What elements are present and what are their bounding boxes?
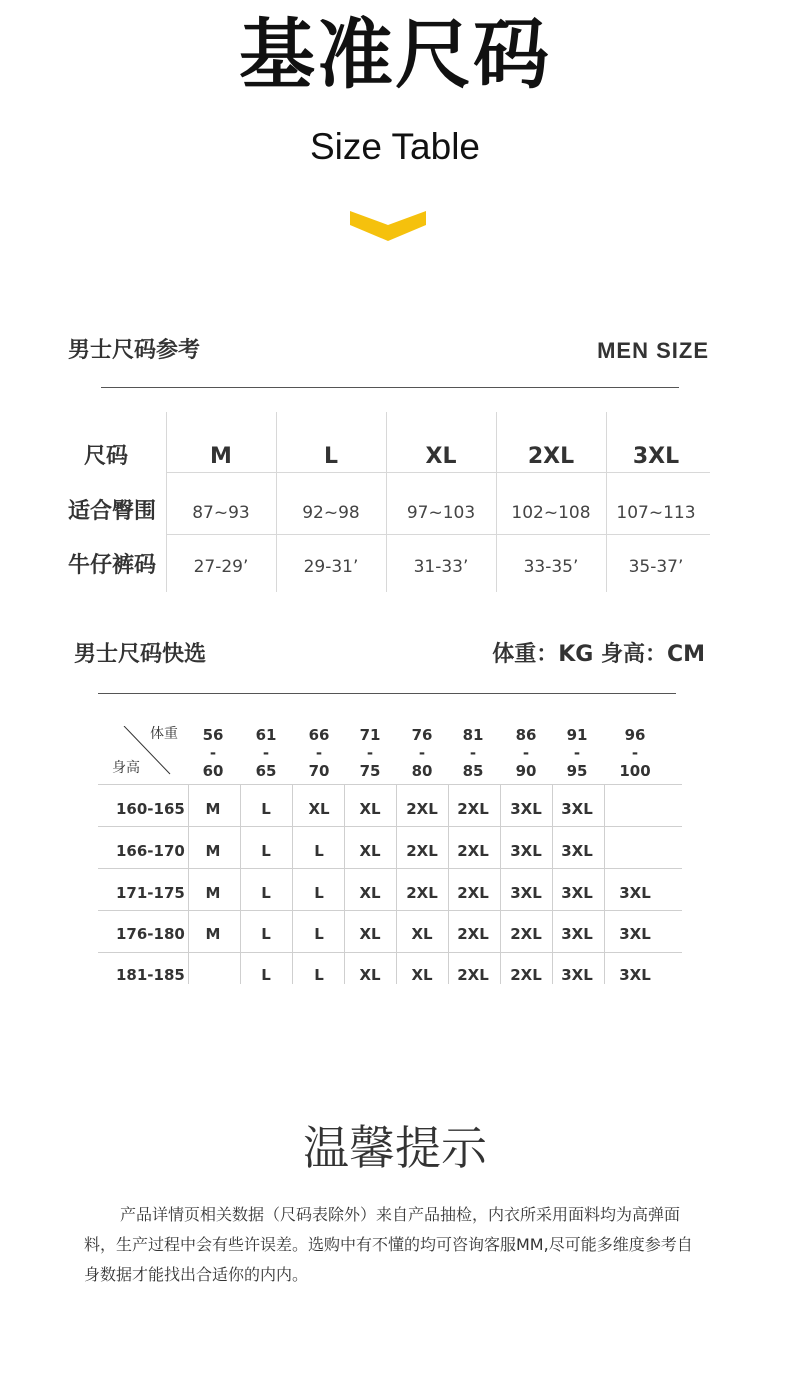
size-cell: 2XL (457, 966, 489, 984)
table-divider (604, 784, 605, 984)
weight-range-top: 61 (255, 726, 277, 744)
table-divider (98, 868, 682, 869)
row-label-hip: 适合臀围 (67, 499, 156, 524)
weight-range-top: 66 (308, 726, 330, 744)
men-size-heading-en: MEN SIZE (597, 338, 709, 363)
weight-range-dash: - (262, 744, 270, 762)
jeans-value: 35-37’ (628, 557, 684, 577)
hip-value: 107~113 (616, 503, 696, 523)
weight-range-bottom: 80 (411, 762, 433, 780)
table-divider (166, 534, 710, 535)
size-cell: 3XL (619, 966, 651, 984)
weight-range-dash: - (315, 744, 323, 762)
size-cell: XL (359, 884, 381, 902)
size-cell: 2XL (406, 884, 438, 902)
weight-range-dash: - (209, 744, 217, 762)
hip-value: 102~108 (511, 503, 591, 523)
size-cell: 3XL (561, 966, 593, 984)
table-divider (98, 784, 682, 785)
weight-range-bottom: 95 (566, 762, 588, 780)
jeans-value: 33-35’ (523, 557, 579, 577)
size-cell: XL (359, 966, 381, 984)
size-cell: L (261, 800, 271, 818)
size-cell: M (205, 800, 221, 818)
table-divider (98, 952, 682, 953)
size-cell: XL (308, 800, 330, 818)
weight-range-bottom: 75 (359, 762, 381, 780)
size-m: M (210, 444, 232, 469)
size-cell: XL (359, 842, 381, 860)
hip-value: 87~93 (192, 503, 250, 523)
table-divider (98, 910, 682, 911)
page-title: 基准尺码 (239, 10, 551, 99)
size-cell: 3XL (561, 925, 593, 943)
quick-select-table (0, 720, 790, 990)
weight-range-dash: - (469, 744, 477, 762)
table-divider (98, 826, 682, 827)
size-cell: XL (411, 966, 433, 984)
height-range-label: 176-180 (116, 925, 185, 943)
hip-value: 97~103 (406, 503, 476, 523)
table-divider (166, 472, 710, 473)
weight-range-top: 71 (359, 726, 381, 744)
corner-height-label: 身高 (112, 760, 140, 776)
size-cell: 3XL (510, 800, 542, 818)
weight-range-top: 56 (202, 726, 224, 744)
height-range-label: 160-165 (116, 800, 185, 818)
size-cell: L (261, 925, 271, 943)
weight-range-dash: - (418, 744, 426, 762)
size-cell: L (314, 925, 324, 943)
size-cell: XL (359, 925, 381, 943)
jeans-value: 31-33’ (413, 557, 469, 577)
weight-range-top: 91 (566, 726, 588, 744)
weight-range-top: 86 (515, 726, 537, 744)
weight-range-top: 96 (624, 726, 646, 744)
units-label: 体重：KG 身高：CM (492, 642, 705, 667)
size-cell: XL (411, 925, 433, 943)
size-cell: L (261, 966, 271, 984)
row-label-size: 尺码 (83, 444, 128, 469)
size-cell: 3XL (619, 925, 651, 943)
chevron-down-icon (350, 211, 426, 241)
jeans-value: 29-31’ (303, 557, 359, 577)
size-cell: L (261, 842, 271, 860)
weight-range-bottom: 65 (255, 762, 277, 780)
size-cell: 2XL (457, 884, 489, 902)
section2-divider (98, 693, 676, 694)
size-cell: XL (359, 800, 381, 818)
section1-divider (101, 387, 679, 388)
height-range-label: 166-170 (116, 842, 185, 860)
page-subtitle: Size Table (309, 126, 481, 167)
size-3xl: 3XL (632, 444, 680, 469)
men-size-heading: 男士尺码参考 (68, 338, 201, 363)
size-cell: 3XL (510, 842, 542, 860)
weight-range-bottom: 60 (202, 762, 224, 780)
jeans-value: 27-29’ (193, 557, 249, 577)
size-cell: 3XL (561, 842, 593, 860)
weight-range-bottom: 70 (308, 762, 330, 780)
size-2xl: 2XL (527, 444, 575, 469)
size-cell: L (314, 966, 324, 984)
weight-range-dash: - (522, 744, 530, 762)
size-cell: 2XL (457, 842, 489, 860)
height-range-label: 171-175 (116, 884, 185, 902)
size-xl: XL (425, 444, 457, 469)
row-label-jeans: 牛仔裤码 (67, 553, 156, 578)
tips-title: 温馨提示 (303, 1121, 487, 1175)
size-cell: L (314, 842, 324, 860)
table-divider (292, 784, 293, 984)
size-l: L (323, 444, 339, 469)
size-cell: L (261, 884, 271, 902)
size-cell: 2XL (457, 800, 489, 818)
quick-select-heading: 男士尺码快选 (74, 642, 207, 667)
weight-range-dash: - (631, 744, 639, 762)
size-cell: M (205, 925, 221, 943)
size-cell: 3XL (561, 884, 593, 902)
size-reference-table (50, 412, 710, 592)
size-cell: 3XL (510, 884, 542, 902)
size-cell: 2XL (406, 842, 438, 860)
tips-body: 产品详情页相关数据（尺码表除外）来自产品抽检，内衣所采用面料均为高弹面料，生产过程中会有些许误差。选购中有不懂的均可咨询客服MM,尽可能多维度参考自身数据才能找出合适你的内内。 (84, 1205, 693, 1284)
height-range-label: 181-185 (116, 966, 185, 984)
size-cell: 2XL (510, 966, 542, 984)
size-cell: 2XL (457, 925, 489, 943)
weight-range-top: 81 (462, 726, 484, 744)
corner-weight-label: 体重 (150, 726, 178, 742)
weight-range-dash: - (366, 744, 374, 762)
size-cell: 2XL (406, 800, 438, 818)
hip-value: 92~98 (302, 503, 360, 523)
size-cell: 2XL (510, 925, 542, 943)
size-cell: 3XL (561, 800, 593, 818)
weight-range-bottom: 100 (619, 762, 651, 780)
weight-range-dash: - (573, 744, 581, 762)
size-cell: M (205, 842, 221, 860)
weight-range-bottom: 85 (462, 762, 484, 780)
size-cell: M (205, 884, 221, 902)
size-cell: L (314, 884, 324, 902)
weight-range-bottom: 90 (515, 762, 537, 780)
size-cell: 3XL (619, 884, 651, 902)
weight-range-top: 76 (411, 726, 433, 744)
